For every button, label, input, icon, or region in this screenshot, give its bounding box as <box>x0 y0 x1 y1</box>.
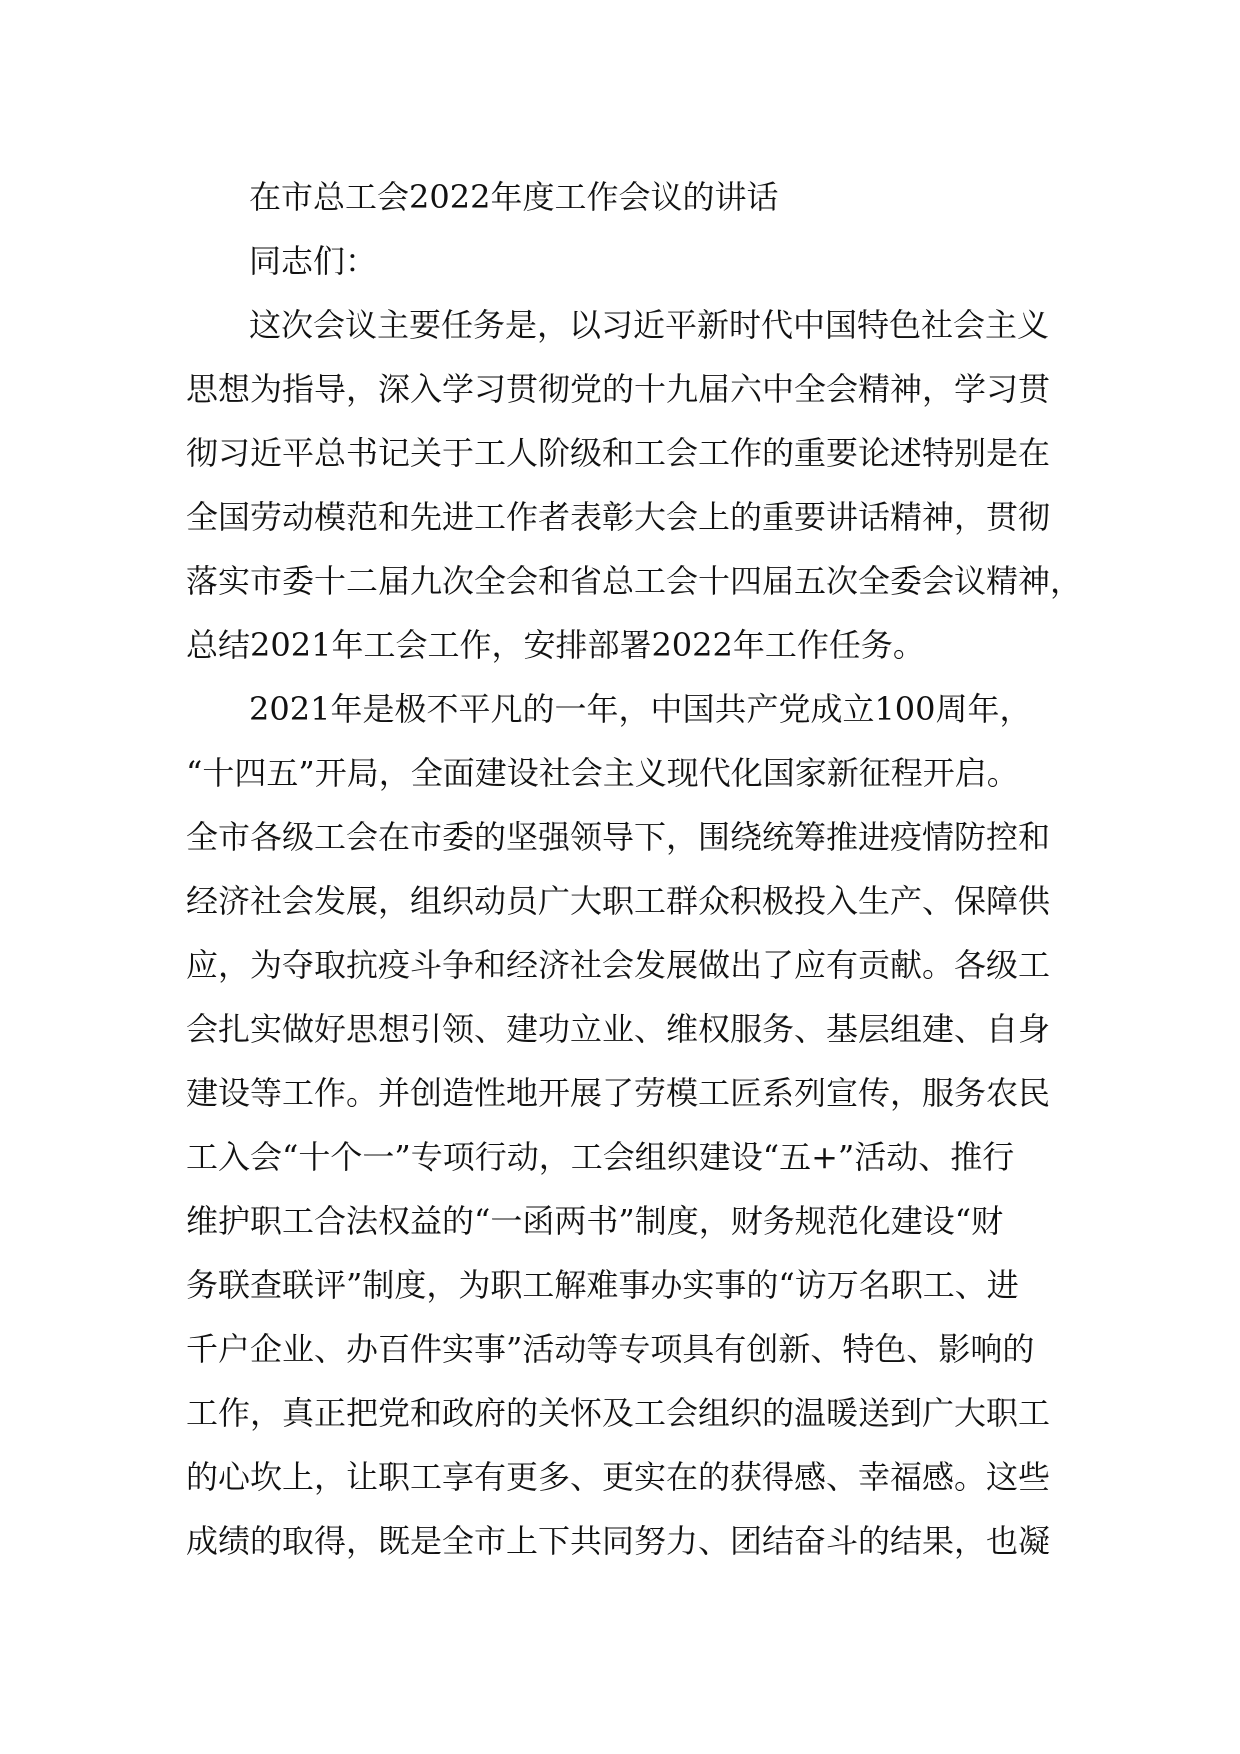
paragraph-line: 落实市委十二届九次全会和省总工会十四届五次全委会议精神， <box>186 562 1083 600</box>
paragraph-line: 思想为指导，深入学习贯彻党的十九届六中全会精神，学习贯 <box>186 370 1051 408</box>
paragraph-line: “十四五”开局，全面建设社会主义现代化国家新征程开启。 <box>186 754 1019 792</box>
paragraph-line: 经济社会发展，组织动员广大职工群众积极投入生产、保障供 <box>186 882 1051 920</box>
paragraph-line: 应，为夺取抗疫斗争和经济社会发展做出了应有贡献。各级工 <box>186 946 1051 984</box>
document-title: 在市总工会2022年度工作会议的讲话 <box>249 178 779 216</box>
paragraph-line: 2021年是极不平凡的一年，中国共产党成立100周年， <box>249 690 1032 728</box>
paragraph-line: 会扎实做好思想引领、建功立业、维权服务、基层组建、自身 <box>186 1010 1051 1048</box>
paragraph-line: 全国劳动模范和先进工作者表彰大会上的重要讲话精神，贯彻 <box>186 498 1051 536</box>
paragraph-line: 的心坎上，让职工享有更多、更实在的获得感、幸福感。这些 <box>186 1458 1051 1496</box>
paragraph-line: 千户企业、办百件实事”活动等专项具有创新、特色、影响的 <box>186 1330 1035 1368</box>
paragraph-line: 彻习近平总书记关于工人阶级和工会工作的重要论述特别是在 <box>186 434 1051 472</box>
paragraph-line: 工作，真正把党和政府的关怀及工会组织的温暖送到广大职工 <box>186 1394 1051 1432</box>
paragraph-line: 务联查联评”制度，为职工解难事办实事的“访万名职工、进 <box>186 1266 1019 1304</box>
salutation: 同志们： <box>249 242 378 280</box>
paragraph-line: 这次会议主要任务是，以习近平新时代中国特色社会主义 <box>249 306 1050 344</box>
paragraph-line: 建设等工作。并创造性地开展了劳模工匠系列宣传，服务农民 <box>186 1074 1051 1112</box>
paragraph-line: 总结2021年工会工作，安排部署2022年工作任务。 <box>186 626 925 664</box>
paragraph-line: 全市各级工会在市委的坚强领导下，围绕统筹推进疫情防控和 <box>186 818 1051 856</box>
paragraph-line: 成绩的取得，既是全市上下共同努力、团结奋斗的结果，也凝 <box>186 1522 1051 1560</box>
paragraph-line: 维护职工合法权益的“一函两书”制度，财务规范化建设“财 <box>186 1202 1004 1240</box>
paragraph-line: 工入会“十个一”专项行动，工会组织建设“五+”活动、推行 <box>186 1138 1015 1176</box>
